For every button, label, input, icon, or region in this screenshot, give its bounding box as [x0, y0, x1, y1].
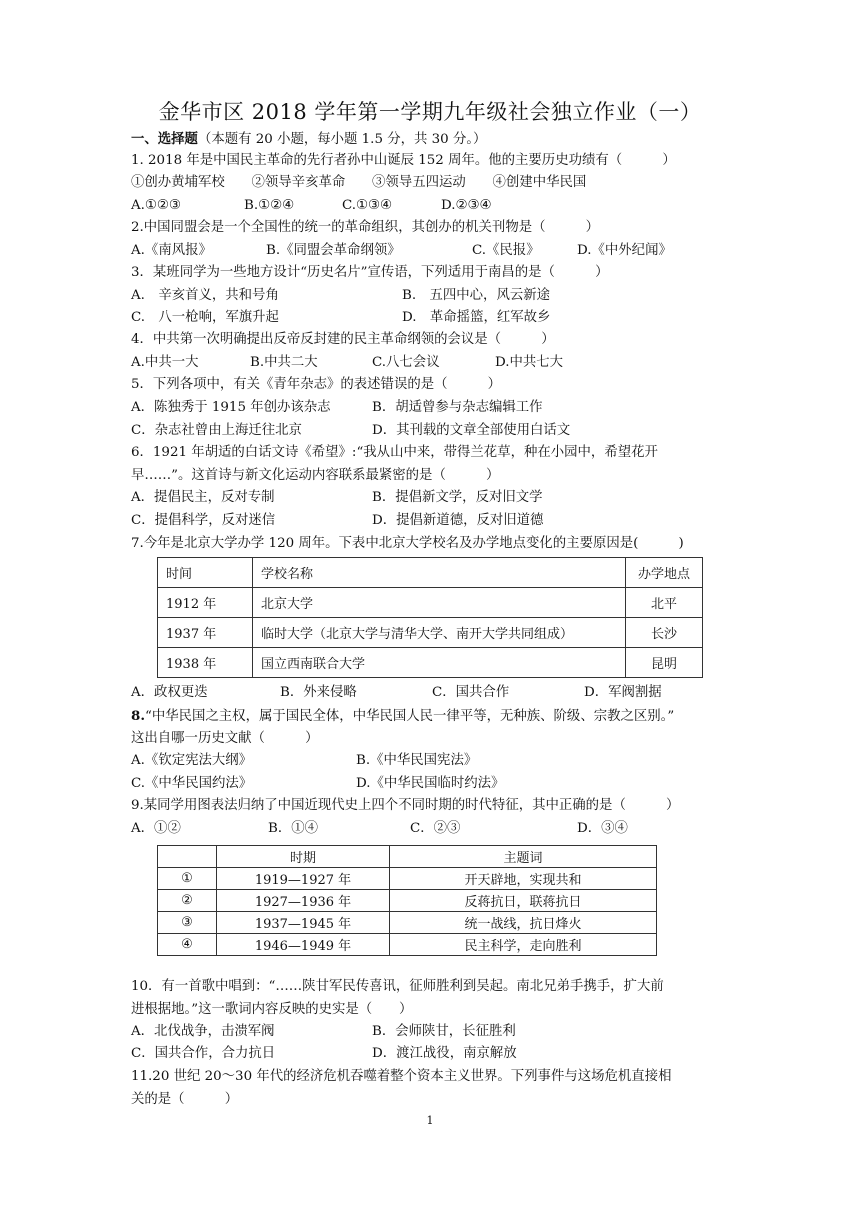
q2-option-a: A.《南风报》	[131, 243, 212, 258]
q5-option-d: D．其刊载的文章全部使用白话文	[372, 423, 571, 438]
table-cell: ③	[158, 912, 217, 934]
q8-option-d: D.《中华民国临时约法》	[356, 776, 505, 791]
q7-option-d: D．军阀割据	[584, 685, 662, 700]
table-cell: 1937—1945 年	[217, 912, 390, 934]
q5-stem: 5．下列各项中，有关《青年杂志》的表述错误的是（ ）	[131, 377, 502, 392]
table-cell: ④	[158, 934, 217, 956]
table-cell: 1919—1927 年	[217, 868, 390, 890]
q4-option-b: B.中共二大	[250, 355, 318, 370]
q3-stem: 3．某班同学为一些地方设计“历史名片”宣传语，下列适用于南昌的是（ ）	[131, 265, 609, 280]
q3-option-c: C. 八一枪响，军旗升起	[131, 310, 279, 325]
table-header-cell	[158, 846, 217, 868]
table-row	[158, 648, 703, 678]
table-cell: 民主科学，走向胜利	[390, 934, 657, 956]
q6-option-d: D．提倡新道德，反对旧道德	[372, 513, 544, 528]
q2-option-c: C.《民报》	[472, 243, 540, 258]
table-cell: 统一战线，抗日烽火	[390, 912, 657, 934]
q1-option-d: D.②③④	[441, 198, 492, 213]
table-row	[158, 618, 703, 648]
q8-option-a: A.《钦定宪法大纲》	[131, 753, 253, 768]
q2-option-b: B.《同盟会革命纲领》	[266, 243, 401, 258]
q6-option-a: A．提倡民主，反对专制	[131, 490, 275, 505]
q8-stem-line2: 这出自哪一历史文献（ ）	[131, 731, 319, 746]
table-cell: 1912 年	[158, 588, 253, 618]
table-header-cell: 学校名称	[253, 558, 626, 588]
section-note: （本题有 20 小题，每小题 1.5 分，共 30 分。）	[197, 132, 487, 147]
page-number: 1	[426, 1114, 434, 1127]
table-cell: 长沙	[626, 618, 703, 648]
q4-stem: 4．中共第一次明确提出反帝反封建的民主革命纲领的会议是（ ）	[131, 332, 555, 347]
q3-option-b: B. 五四中心，风云新途	[402, 288, 551, 303]
q10-stem-line2: 进根据地。”这一歌词内容反映的史实是（ ）	[131, 1002, 413, 1017]
q9-table	[157, 845, 657, 956]
q6-stem-line1: 6．1921 年胡适的白话文诗《希望》:“我从山中来，带得兰花草，种在小园中，希望花开	[131, 445, 658, 460]
q5-option-b: B．胡适曾参与杂志编辑工作	[372, 400, 543, 415]
table-cell: ①	[158, 868, 217, 890]
q4-option-c: C.八七会议	[372, 355, 440, 370]
table-row	[158, 868, 657, 890]
q7-table	[157, 557, 703, 678]
table-header-cell: 时期	[217, 846, 390, 868]
q1-items: ①创办黄埔军校 ②领导辛亥革命 ③领导五四运动 ④创建中华民国	[131, 175, 587, 190]
table-row	[158, 588, 703, 618]
q9-stem: 9.某同学用图表法归纳了中国近现代史上四个不同时期的时代特征，其中正确的是（ ）	[131, 798, 680, 813]
table-cell: 北京大学	[253, 588, 626, 618]
table-cell: 开天辟地，实现共和	[390, 868, 657, 890]
q7-option-a: A．政权更迭	[131, 685, 208, 700]
q10-option-b: B．会师陕甘，长征胜利	[372, 1024, 516, 1039]
table-header-cell: 主题词	[390, 846, 657, 868]
q1-stem: 1. 2018 年是中国民主革命的先行者孙中山诞辰 152 周年。他的主要历史功绩有（ ）	[131, 153, 676, 168]
q7-option-b: B．外来侵略	[280, 685, 357, 700]
q4-option-d: D.中共七大	[495, 355, 564, 370]
q6-option-c: C．提倡科学，反对迷信	[131, 513, 276, 528]
q2-option-d: D.《中外纪闻》	[577, 243, 672, 258]
q7-stem: 7.今年是北京大学办学 120 周年。下表中北京大学校名及办学地点变化的主要原因是( )	[131, 536, 684, 551]
table-cell: 北平	[626, 588, 703, 618]
q11-stem-line1: 11.20 世纪 20～30 年代的经济危机吞噬着整个资本主义世界。下列事件与这场危机直接相	[131, 1069, 672, 1084]
q5-option-a: A．陈独秀于 1915 年创办该杂志	[131, 400, 331, 415]
table-cell: 1946—1949 年	[217, 934, 390, 956]
q2-stem: 2.中国同盟会是一个全国性的统一的革命组织，其创办的机关刊物是（ ）	[131, 220, 600, 235]
q11-stem-line2: 关的是（ ）	[131, 1092, 239, 1107]
q10-option-d: D．渡江战役，南京解放	[372, 1046, 517, 1061]
table-cell: ②	[158, 890, 217, 912]
table-row	[158, 890, 657, 912]
table-cell: 国立西南联合大学	[253, 648, 626, 678]
q8-stem-line1	[131, 705, 674, 728]
table-header-cell: 办学地点	[626, 558, 703, 588]
q1-option-a: A.①②③	[131, 198, 181, 213]
q1-option-c: C.①③④	[342, 198, 393, 213]
table-header-cell: 时间	[158, 558, 253, 588]
q10-option-c: C．国共合作，合力抗日	[131, 1046, 276, 1061]
q7-option-c: C．国共合作	[432, 685, 510, 700]
q9-option-d: D．③④	[577, 821, 628, 836]
q10-option-a: A．北伐战争，击溃军阀	[131, 1024, 275, 1039]
table-cell: 1937 年	[158, 618, 253, 648]
table-header-row	[158, 846, 657, 868]
table-cell: 1927—1936 年	[217, 890, 390, 912]
q3-option-d: D. 革命摇篮，红军故乡	[402, 310, 551, 325]
q4-option-a: A.中共一大	[131, 355, 199, 370]
section-label: 一、选择题	[131, 131, 198, 147]
table-header-row	[158, 558, 703, 588]
q5-option-c: C．杂志社曾由上海迁往北京	[131, 423, 302, 438]
q1-option-b: B.①②④	[244, 198, 295, 213]
table-cell: 昆明	[626, 648, 703, 678]
table-cell: 反蒋抗日，联蒋抗日	[390, 890, 657, 912]
q8-number: 8.	[131, 708, 145, 724]
table-row	[158, 934, 657, 956]
q6-option-b: B．提倡新文学，反对旧文学	[372, 490, 543, 505]
q6-stem-line2: 早……”。这首诗与新文化运动内容联系最紧密的是（ ）	[131, 468, 500, 483]
q3-option-a: A. 辛亥首义，共和号角	[131, 288, 279, 303]
q8-option-b: B.《中华民国宪法》	[356, 753, 478, 768]
table-cell: 临时大学（北京大学与清华大学、南开大学共同组成）	[253, 618, 626, 648]
page-title: 金华市区 2018 学年第一学期九年级社会独立作业（一）	[158, 100, 702, 124]
q9-option-a: A．①②	[131, 821, 181, 836]
table-cell: 1938 年	[158, 648, 253, 678]
q8-stem-text: “中华民国之主权，属于国民全体，中华民国人民一律平等，无种族、阶级、宗教之区别。”	[144, 709, 675, 724]
q9-option-b: B．①④	[268, 821, 319, 836]
q10-stem-line1: 10．有一首歌中唱到：“……陕甘军民传喜讯，征师胜利到吴起。南北兄弟手携手，扩大前	[131, 979, 664, 994]
table-row	[158, 912, 657, 934]
q9-option-c: C．②③	[410, 821, 461, 836]
section-heading	[131, 128, 486, 151]
q8-option-c: C.《中华民国约法》	[131, 776, 253, 791]
